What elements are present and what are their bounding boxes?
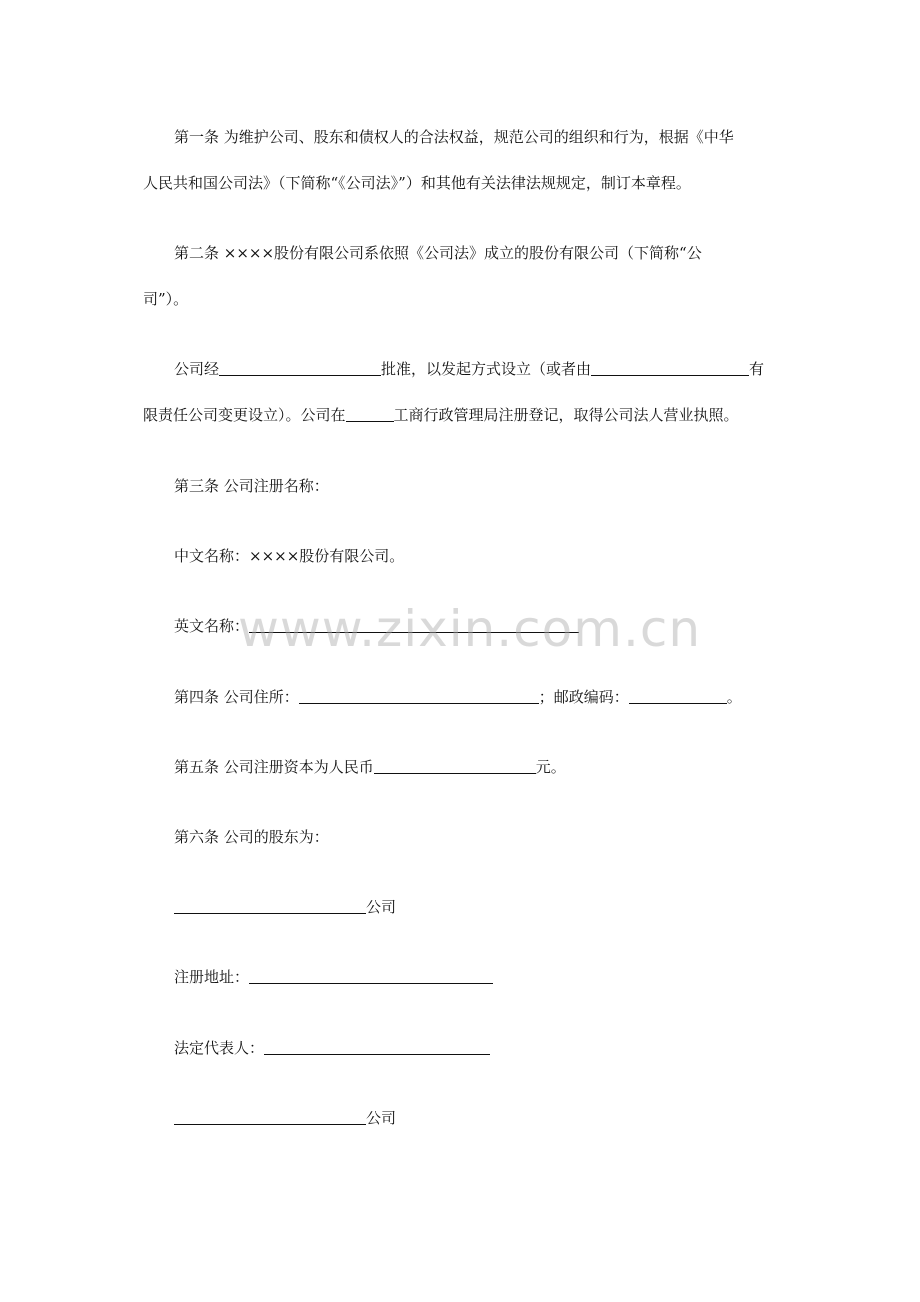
legal-representative-blank <box>264 1038 490 1055</box>
address-blank <box>299 687 539 704</box>
article-5-end: 元。 <box>535 758 566 776</box>
english-name-label: 英文名称： <box>174 617 250 635</box>
registered-capital-blank <box>374 757 536 774</box>
approving-authority-blank <box>219 359 381 376</box>
shareholder-2-suffix: 公司 <box>366 1109 397 1127</box>
legal-representative-label: 法定代表人： <box>174 1039 265 1057</box>
original-company-blank <box>591 359 749 376</box>
chinese-name-text: 中文名称：××××股份有限公司。 <box>174 547 405 565</box>
article-6-heading: 第六条 公司的股东为： <box>174 828 329 846</box>
article-2-text-1: 第二条 ××××股份有限公司系依照《公司法》成立的股份有限公司（下简称“公 <box>174 244 702 262</box>
article-1-text-2: 人民共和国公司法》（下简称“《公司法》”）和其他有关法律法规规定，制订本章程。 <box>143 174 691 192</box>
article-4-end: 。 <box>726 688 742 706</box>
postal-code-blank <box>629 687 727 704</box>
article-5-label: 第五条 公司注册资本为人民币 <box>174 758 374 776</box>
approval-text-1: 公司经 <box>174 360 220 378</box>
postal-code-label: ；邮政编码： <box>538 688 629 706</box>
shareholder-1-suffix: 公司 <box>366 898 397 916</box>
article-1-text-1: 第一条 为维护公司、股东和债权人的合法权益，规范公司的组织和行为，根据《中华 <box>174 128 734 146</box>
watermark-text: www.zixin.com.cn <box>238 600 702 658</box>
registered-address-blank <box>249 967 493 984</box>
approval-text-4: 限责任公司变更设立）。公司在 <box>143 406 346 424</box>
shareholder-1-name-blank <box>174 897 366 914</box>
article-2-text-2: 司”）。 <box>143 290 189 308</box>
english-name-blank <box>249 616 579 633</box>
approval-text-2: 批准，以发起方式设立（或者由 <box>381 360 592 378</box>
article-3-heading: 第三条 公司注册名称： <box>174 477 329 495</box>
approval-text-5: 工商行政管理局注册登记，取得公司法人营业执照。 <box>393 406 739 424</box>
approval-text-3: 有 <box>749 360 765 378</box>
registered-address-label: 注册地址： <box>174 968 250 986</box>
registration-bureau-blank <box>346 405 394 422</box>
article-4-label: 第四条 公司住所： <box>174 688 299 706</box>
shareholder-2-name-blank <box>174 1108 366 1125</box>
